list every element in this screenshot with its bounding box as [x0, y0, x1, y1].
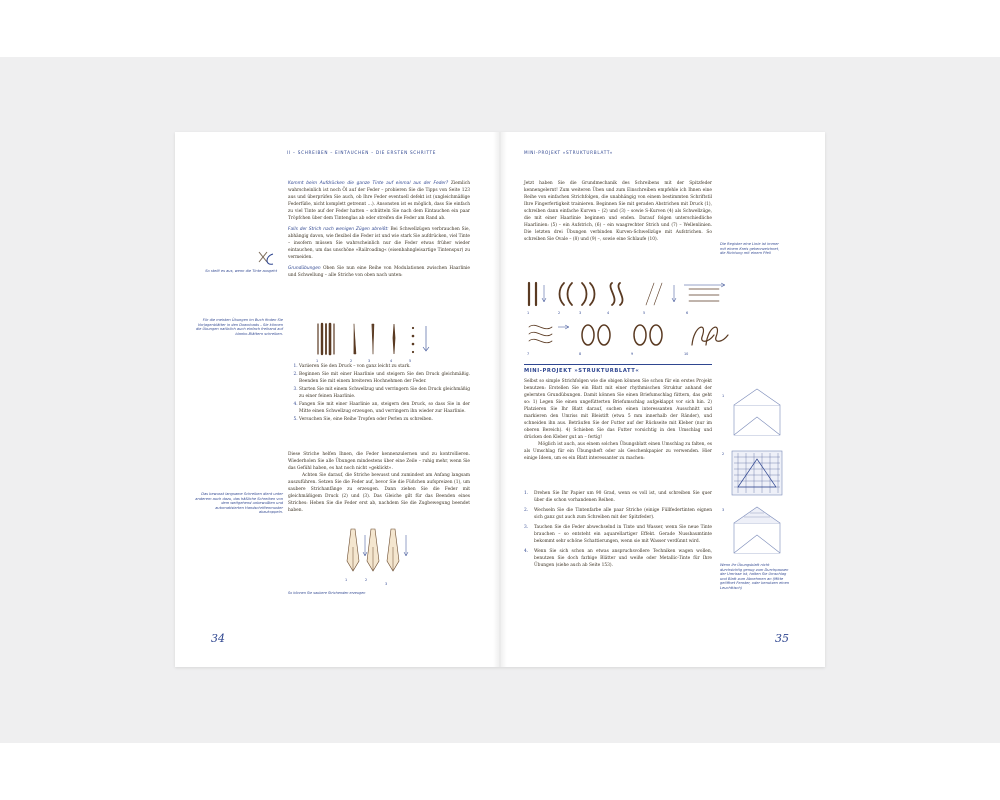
right-ideas-list	[524, 490, 712, 569]
exercise-stroke	[582, 325, 594, 345]
stroke-number: 1	[527, 311, 530, 315]
exercise-stroke	[650, 325, 662, 345]
left-sidenote-ink: So stellt es aus, wenn die Tinte ausgeht	[205, 269, 277, 273]
idea-number: 3.	[524, 525, 529, 530]
nib-number: 3	[385, 582, 388, 586]
exercise-stroke	[634, 325, 646, 345]
paragraph-project: Selbst so simple Strichfolgen wie die obigen können Sie schon für ein erstes Projekt benutzen: Erstellen Sie ein Blatt mit einer rhythmischen Struktur anhand der gelernten Grundübungen. Damit können Sie einen Briefumschlag füttern, das geht so: 1) Legen Sie einen ungefütterten Briefumschlag aufgeklappt vor sich hin. 2) Platzieren Sie Ihr Blatt darauf, suchen einen interessanten Ausschnitt und markieren den Umriss mit Bleistift (etwa 5 mm innerhalb der Ränder), und schneiden ihn aus. Beträufen Sie der Futter auf der Rückseite mit Kleber (nur im oberen Bereich). 4) Schieben Sie das Futter vorsichtig in den Umschlag und drücken den Kleber gut an – fertig!	[524, 379, 712, 440]
envelope-flap-lining	[734, 507, 780, 523]
left-running-head: II – SCHREIBEN – EINTAUCHEN – DIE ERSTEN SCHRITTE	[287, 150, 437, 155]
exercise-stroke	[529, 332, 552, 335]
stroke-number: 10	[684, 352, 689, 356]
section-rule	[524, 364, 712, 365]
paragraph-text: Ziemlich wahrscheinlich ist noch Öl auf der Feder – probieren Sie die Tipps von Seite 123 aus und überprüfen Sie auch, ob Ihre Feder eventuell defekt ist (ungleichmäßige Federfüße, nicht komplett getrennt …). Ansonsten ist es möglich, dass Sie einfach zu viel Tinte auf der Feder hatten – schütteln Sie nach dem Eintauchen ein paar Tröpfchen über dem Tintenglas ab oder streifen die Feder am Rand ab.	[288, 181, 470, 221]
basic-exercises-figure	[310, 320, 460, 364]
idea-number: 4.	[524, 549, 529, 554]
list-item: 1. Variieren Sie den Druck – von ganz leicht zu stark.	[299, 363, 470, 370]
book-gutter	[493, 132, 507, 667]
figure-caption: So können Sie saubere Strichenden erzeugen	[288, 591, 366, 595]
idea-item	[524, 490, 712, 504]
exercise-drop	[412, 327, 414, 329]
run-out-ink-illustration	[257, 250, 277, 270]
stroke-number: 4	[607, 311, 610, 315]
exercise-stroke	[372, 324, 374, 354]
exercise-stroke	[654, 283, 662, 305]
direction-arrow	[672, 285, 676, 302]
exercise-number: 3	[368, 359, 371, 363]
list-item: 4. Fangen Sie mit einer Haarlinie an, steigern den Druck, so dass Sie in der Mitte einen Schwellzug erzeugen, und verringern ihn wieder zur Haarlinie.	[299, 401, 470, 415]
direction-arrow	[558, 325, 569, 329]
exercise-stroke	[706, 327, 728, 345]
direction-arrow	[684, 283, 725, 287]
right-sidenote-bottom: Wenn Ihr Übungsblatt nicht durchsichtig genug zum Durchpausen der Umrisse ist, halten Sie Umschlag und Blatt zum Abnehmen an (Mitte geöffnet Fenster, oder benutzen einen Leuchttisch)	[720, 563, 790, 590]
left-body	[288, 180, 470, 279]
idea-item	[524, 548, 712, 569]
exercise-stroke	[598, 325, 610, 345]
left-closing	[288, 451, 470, 514]
paragraph-closing: Achten Sie darauf, die Striche bewusst und zumindest am Anfang langsam auszuführen. Setzen Sie die Feder auf, bevor Sie die Füßchen aufspreizen (1), um saubere Strichanfänge zu erzeugen. Dann ziehen Sie die Feder mit gleichmäßigem Druck (2) und (3). Das Gleiche gilt für das Beenden eines Striches: Heben Sie die Feder erst ab, nachdem Sie die Zugbewegung beendet haben.	[288, 473, 470, 513]
paragraph-lead: Falls der Strich nach wenigen Zügen abreißt:	[288, 227, 389, 232]
stroke-exercises-figure	[524, 277, 752, 359]
paragraph-text: Oben Sie nun eine Reihe von Modulationen zwischen Haarlinie und Schwellung – alle Striche von oben nach unten:	[288, 266, 470, 278]
exercise-stroke	[393, 324, 395, 354]
paragraph-text: Bei Schwellzügen verbrauchen Sie, abhängig davon, wie flexibel die Feder ist und wie stark Sie aufdrücken, viel Tinte – insofern müssen Sie wahrscheinlich nur die Feder etwas früher wieder eintauchen, um das unschöne »Railroading« (eisenbahngleisartige Tintenspur) zu vermeiden.	[288, 227, 470, 260]
left-steps	[288, 363, 470, 424]
stroke-number: 2	[558, 311, 561, 315]
exercise-stroke	[354, 324, 356, 354]
envelope-number: 3	[722, 508, 725, 512]
exercise-stroke	[646, 283, 654, 305]
direction-arrow	[542, 285, 546, 302]
exercise-drop	[412, 335, 415, 338]
envelope-illustrations	[720, 387, 800, 562]
exercise-stroke	[582, 283, 587, 305]
right-project	[524, 378, 712, 462]
stroke-number: 9	[631, 352, 634, 356]
idea-number: 2.	[524, 508, 529, 513]
idea-text: Wenn Sie sich schon an etwas anspruchsvollere Techniken wagen wollen, benutzen Sie doch farbige Blätter und weiße oder Metallic-Tinte für Ihre Übungen (siehe auch ab Seite 153).	[534, 549, 712, 568]
left-sidenote-slow: Das bewusst langsame Schreiben dient unter anderem auch dazu, das häßliche Schreiben von dem weitgehend unbewußten und automatisierten Handschriftenmuster abzukoppeln.	[195, 492, 283, 515]
idea-text: Drehen Sie Ihr Papier um 90 Grad, wenn es voll ist, und schreiben Sie quer über die schon vorhandenen Reihen.	[534, 491, 712, 503]
exercise-number: 4	[390, 359, 393, 363]
envelope-flap	[734, 389, 780, 405]
right-sidenote-top: Die Register eine Linie ist immer mit einem Kreis gekennzeichnet, die Richtung mit einem Pfeil	[720, 242, 780, 256]
paragraph-basic-exercises	[288, 265, 470, 279]
section-heading: MINI-PROJEKT »STRUKTURBLATT«	[524, 368, 640, 374]
list-item: 3. Starten Sie mit einem Schwellzug und verringern Sie den Druck gleichmäßig zu einer feinen Haarlinie.	[299, 386, 470, 400]
stroke-number: 3	[579, 311, 582, 315]
paragraph-ink-flood	[288, 180, 470, 222]
envelope-number: 1	[722, 394, 725, 398]
list-item: 2. Beginnen Sie mit einer Haarlinie und steigern Sie den Druck gleichmäßig. Beenden Sie mit einem breiteren Hochnehmen der Feder.	[299, 371, 470, 385]
nib-number: 2	[365, 578, 368, 582]
exercise-stroke	[610, 283, 614, 305]
list-item: 5. Versuchen Sie, eine Reihe Tropfen oder Perlen zu schreiben.	[299, 416, 470, 423]
exercise-stroke	[618, 283, 622, 305]
left-sidenote-templates: Für die meisten Übungen im Buch finden Sie Vorlagenblätter in den Downloads – Sie können die Übungen natürlich auch einfach freihand auf blanko-Blättern schreiben.	[195, 318, 283, 336]
paragraph-stroke-breaks	[288, 226, 470, 261]
stroke-number: 8	[579, 352, 582, 356]
idea-number: 1.	[524, 491, 529, 496]
idea-item	[524, 524, 712, 545]
exercise-number: 1	[316, 359, 319, 363]
exercise-stroke	[568, 283, 573, 305]
idea-text: Wechseln Sie die Tintenfarbe alle paar Striche (einige Füllfedertinten eignen sich ganz gut auch zum Schreiben mit der Spitzfeder).	[534, 508, 712, 520]
exercise-drop	[412, 351, 414, 353]
paragraph-lead: Kommt beim Aufdrücken die ganze Tinte auf einmal aus der Feder?	[288, 181, 449, 186]
stroke-number: 7	[527, 352, 530, 356]
left-page-number: 34	[211, 632, 225, 645]
exercise-number: 2	[350, 359, 353, 363]
paragraph-lead: Grundübungen	[288, 266, 321, 271]
exercise-stroke	[529, 339, 552, 342]
paragraph-closing: Diese Striche helfen Ihnen, die Feder kennenzulernen und zu kontrollieren. Wiederholen Sie alle Übungen mindestens über eine Zeile – ruhig mehr, wenn Sie das Gefühl haben, es hat noch nicht »geklickt«.	[288, 452, 470, 471]
exercise-stroke	[560, 283, 565, 305]
stroke-number: 5	[643, 311, 646, 315]
exercise-number: 5	[409, 359, 412, 363]
right-page-number: 35	[775, 632, 789, 645]
pattern-sheet	[732, 451, 782, 495]
nib-number: 1	[345, 578, 348, 582]
paragraph-project: Möglich ist auch, aus einem solchen Übungsblatt einen Umschlag zu falten, es als Umschlag für ein Übungsheft oder als Geschenkpapier zu verwenden. Hier einige Ideen, um es ein Blatt interessanter zu machen:	[524, 442, 712, 461]
right-intro: Jetzt haben Sie die Grundmechanik des Schreibens mit der Spitzfeder kennengelernt! Zum weiteren Üben und zum Einschreiben empfehle ich Ihnen eine Reihe von einfachen Strichfolgen, die unabhängig von einem bestimmten Schriftstil Ihre Fingerfertigkeit trainieren. Beginnen Sie mit geraden Abstrichen mit Druck (1), schreiben dann einfache Kurven – (2) und (3) – sowie S-Kurven (4) als Schwellzüge, die mit einer Haarlinie beginnen und enden. Darauf folgen unterschiedliche Haarlinien: (5) – ein Aufstrich, (6) – ein waagrechter Strich und (7) – Wellenlinien. Die letzten drei Übungen verbinden Kurven-Schwellzüge mit Aufstrichen. So schreiben Sie Ovale – (8) und (9) –, sowie eine Schlaufe (10).	[524, 181, 712, 242]
book-spread	[175, 132, 825, 667]
exercise-drop	[412, 343, 415, 346]
exercise-stroke	[590, 283, 595, 305]
nib-illustration	[335, 527, 415, 589]
stroke-number: 6	[686, 311, 689, 315]
envelope-number: 2	[722, 452, 725, 456]
right-running-head: MINI-PROJEKT »STRUKTURBLATT«	[524, 150, 614, 155]
exercise-stroke	[529, 325, 552, 328]
idea-item	[524, 507, 712, 521]
idea-text: Tauchen Sie die Feder abwechselnd in Tinte und Wasser, wenn Sie neue Tinte brauchen – so entsteht ein aquarellartiger Effekt. Gerade Nussbaumtinte bekommt sehr schöne Schattierungen, wenn sie mit Wasser verdünnt wird.	[534, 525, 712, 544]
exercise-list	[288, 363, 470, 423]
